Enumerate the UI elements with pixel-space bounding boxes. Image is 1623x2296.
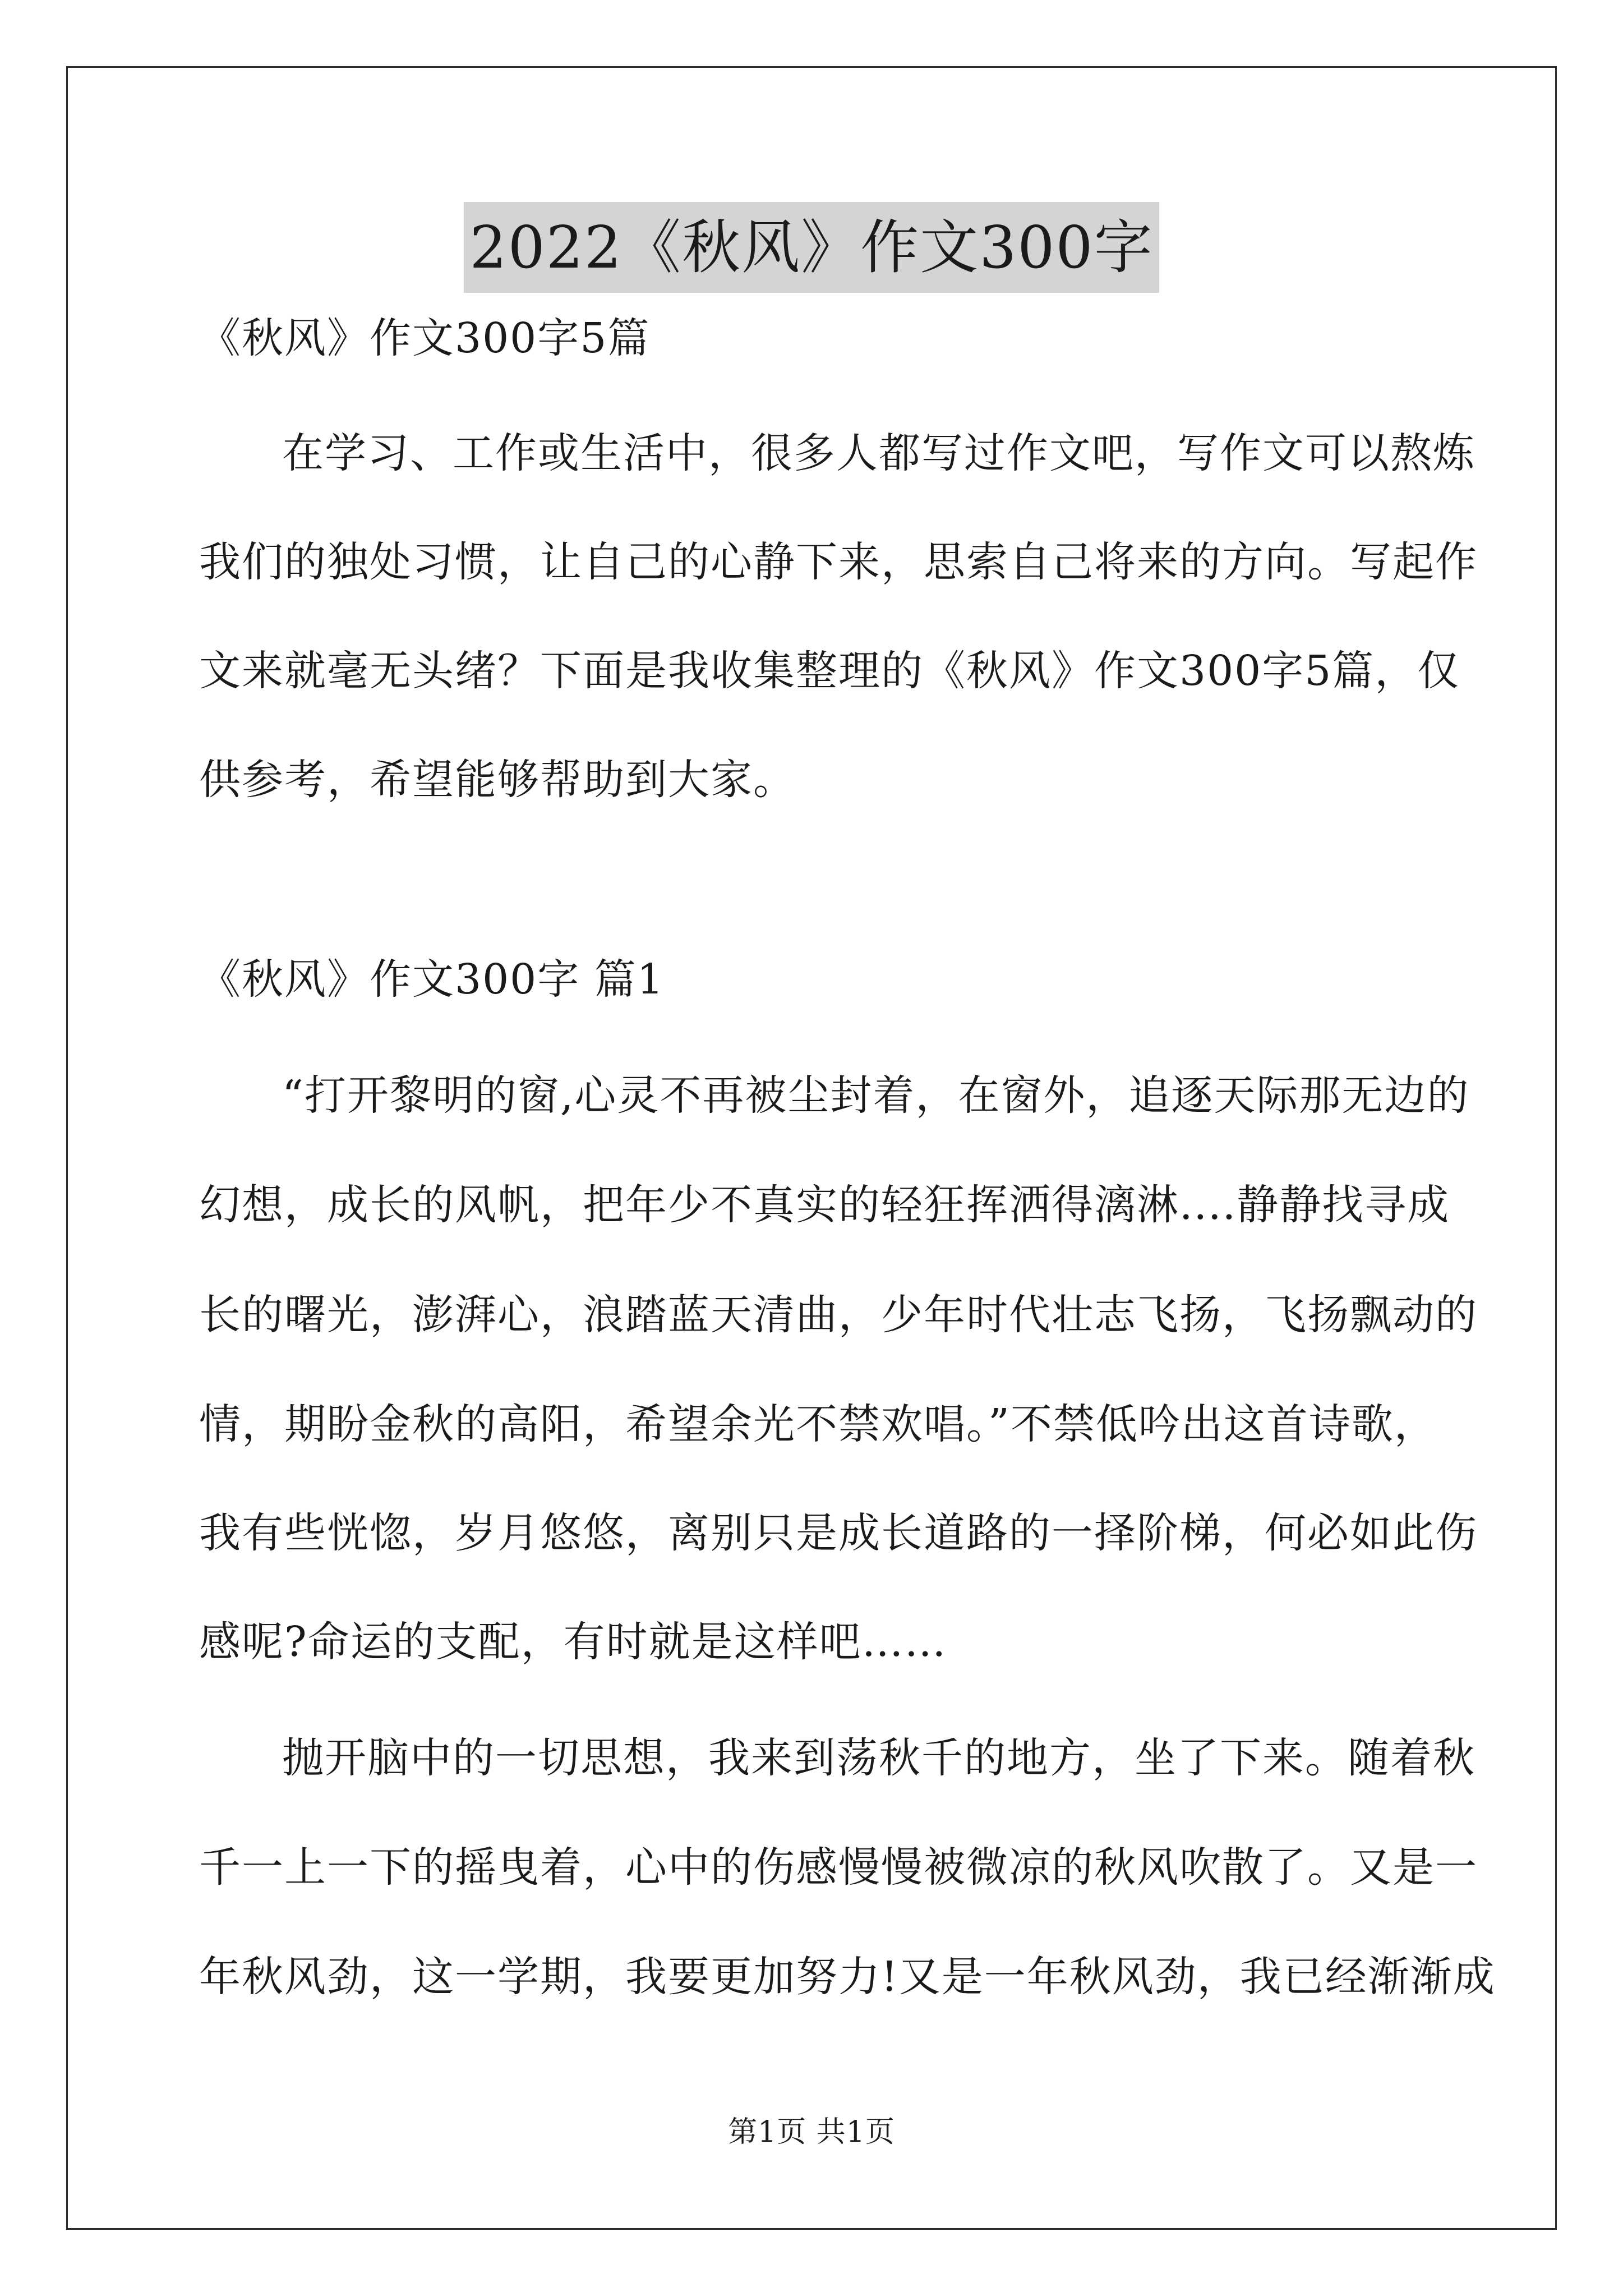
- paragraph-line: 长的曙光，澎湃心，浪踏蓝天清曲，少年时代壮志飞扬，飞扬飘动的: [199, 1291, 1478, 1339]
- paragraph-line: 幻想，成长的风帆，把年少不真实的轻狂挥洒得漓淋....静静找寻成: [199, 1181, 1450, 1229]
- paragraph-line: 在学习、工作或生活中，很多人都写过作文吧，写作文可以熬炼: [282, 429, 1476, 477]
- paragraph-line: 感呢?命运的支配，有时就是这样吧……: [199, 1618, 947, 1666]
- paragraph-line: 文来就毫无头绪？下面是我收集整理的《秋风》作文300字5篇，仅: [199, 647, 1460, 695]
- paragraph-line: 供参考，希望能够帮助到大家。: [199, 756, 796, 804]
- page-border: [66, 66, 1557, 2230]
- paragraph-line: 我有些恍惚，岁月悠悠，离别只是成长道路的一择阶梯，何必如此伤: [199, 1509, 1478, 1557]
- section-heading: 《秋风》作文300字 篇1: [199, 955, 665, 1004]
- page-footer: 第1页 共1页: [728, 2115, 895, 2149]
- paragraph-line: 我们的独处习惯，让自己的心静下来，思索自己将来的方向。写起作: [199, 538, 1478, 586]
- paragraph-line: 年秋风劲，这一学期，我要更加努力!又是一年秋风劲，我已经渐渐成: [199, 1953, 1496, 2001]
- subtitle: 《秋风》作文300字5篇: [199, 314, 651, 362]
- document-title: 2022《秋风》作文300字: [464, 202, 1159, 293]
- paragraph-line: 千一上一下的摇曳着，心中的伤感慢慢被微凉的秋风吹散了。又是一: [199, 1843, 1478, 1892]
- paragraph-line: 情，期盼金秋的高阳，希望余光不禁欢唱。”不禁低吟出这首诗歌，: [199, 1400, 1437, 1448]
- paragraph-line: 抛开脑中的一切思想，我来到荡秋千的地方，坐了下来。随着秋: [282, 1734, 1476, 1782]
- paragraph-line: “打开黎明的窗,心灵不再被尘封着，在窗外，追逐天际那无边的: [282, 1071, 1470, 1120]
- title-container: [0, 202, 1623, 293]
